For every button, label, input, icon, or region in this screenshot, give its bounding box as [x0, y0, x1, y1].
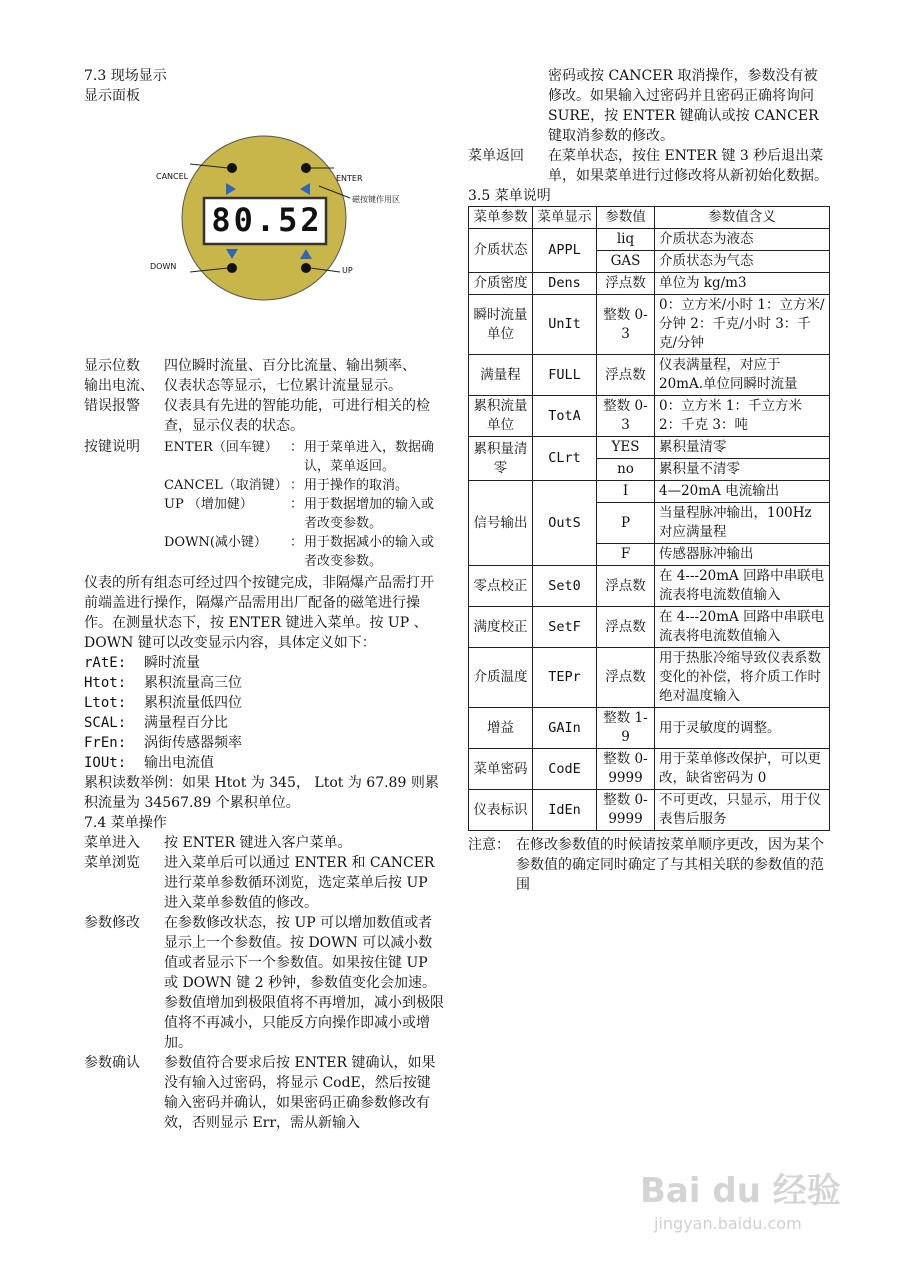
table-header-cell: 参数值含义	[655, 207, 830, 229]
table-row	[469, 273, 830, 295]
code-row: Ltot: 累积流量低四位	[84, 695, 242, 711]
meaning-cell: 4—20mA 电流输出	[655, 481, 830, 503]
value-cell: GAS	[597, 251, 655, 273]
code-cell: OutS	[533, 481, 597, 566]
code-row: IOUt: 输出电流值	[84, 755, 214, 771]
code-row: FrEn: 涡街传感器频率	[84, 735, 242, 751]
section-title: 7.3 现场显示	[84, 68, 167, 84]
menu-return-row: 菜单返回 在菜单状态，按住 ENTER 键 3 秒后退出菜单，如果菜单进行过修改将从新初始化数据。	[468, 148, 828, 184]
table-row	[469, 648, 830, 708]
code-cell: Set0	[533, 566, 597, 607]
meaning-cell: 0：立方米 1：千立方米 2：千克 3：吨	[655, 396, 830, 437]
value-cell: 浮点数	[597, 648, 655, 708]
desc-row: 显示位数 四位瞬时流量、百分比流量、输出频率、	[84, 358, 416, 374]
meaning-cell: 用于菜单修改保护，可以更改，缺省密码为 0	[655, 749, 830, 790]
value-cell: 浮点数	[597, 355, 655, 396]
value-cell: 浮点数	[597, 607, 655, 648]
code-cell: TotA	[533, 396, 597, 437]
table-row	[469, 566, 830, 607]
param-cell: 满度校正	[469, 607, 533, 648]
value-cell: I	[597, 481, 655, 503]
menu-ops-title: 7.4 菜单操作	[84, 815, 167, 831]
menu-op-row: 菜单浏览 进入菜单后可以通过 ENTER 和 CANCER 进行菜单参数循环浏览，选定菜单后按 UP 进入菜单参数值的修改。	[84, 855, 435, 911]
down-key-dot	[227, 263, 237, 273]
table-title: 3.5 菜单说明	[468, 188, 551, 204]
param-cell: 介质密度	[469, 273, 533, 295]
value-cell: liq	[597, 229, 655, 251]
menu-op-row: 菜单进入 按 ENTER 键进入客户菜单。	[84, 835, 352, 851]
up-key-dot	[301, 263, 311, 273]
value-cell: YES	[597, 437, 655, 459]
value-cell: 整数 0-9999	[597, 749, 655, 790]
code-row: SCAL: 满量程百分比	[84, 715, 228, 731]
code-cell: IdEn	[533, 790, 597, 831]
table-header-cell: 参数值	[597, 207, 655, 229]
meaning-cell: 不可更改，只显示，用于仪表售后服务	[655, 790, 830, 831]
param-cell: 零点校正	[469, 566, 533, 607]
key-row-down: DOWN(减小键） ： 用于数据减小的输入或者改变参数。	[164, 535, 435, 569]
param-cell: 介质状态	[469, 229, 533, 273]
meaning-cell: 单位为 kg/m3	[655, 273, 830, 295]
table-header-row	[469, 207, 830, 229]
code-cell: CodE	[533, 749, 597, 790]
meaning-cell: 在 4---20mA 回路中串联电流表将电流数值输入	[655, 566, 830, 607]
code-cell: TEPr	[533, 648, 597, 708]
meaning-cell: 仪表满量程，对应于 20mA.单位同瞬时流量	[655, 355, 830, 396]
key-row-enter: 按键说明 ENTER（回车键） ： 用于菜单进入，数据确认，菜单返回。	[84, 439, 435, 474]
panel-title: 显示面板	[84, 88, 140, 104]
table-row	[469, 437, 830, 459]
meaning-cell: 累积量不清零	[655, 459, 830, 481]
value-cell: no	[597, 459, 655, 481]
code-cell: GAIn	[533, 708, 597, 749]
value-cell: 整数 1-9	[597, 708, 655, 749]
table-row	[469, 355, 830, 396]
enter-key-dot	[301, 163, 311, 173]
value-cell: F	[597, 544, 655, 566]
cancel-label: CANCEL	[156, 172, 189, 181]
enter-label: ENTER	[336, 174, 363, 183]
value-cell: 浮点数	[597, 273, 655, 295]
meaning-cell: 0：立方米/小时 1：立方米/分钟 2：千克/小时 3：千克/分钟	[655, 295, 830, 355]
display-panel-figure	[84, 106, 444, 356]
table-row	[469, 229, 830, 251]
table-row	[469, 708, 830, 749]
param-cell: 仪表标识	[469, 790, 533, 831]
code-cell: CLrt	[533, 437, 597, 481]
confirm-continued: 密码或按 CANCER 取消操作，参数没有被修改。如果输入过密码并且密码正确将询问 SURE，按 ENTER 键确认或按 CANCER 键取消参数的修改。	[548, 68, 819, 144]
note: 注意： 在修改参数值的时候请按菜单顺序更改，因为某个参数值的确定同时确定了与其相关联的参数值的范围	[468, 837, 824, 893]
table-row	[469, 790, 830, 831]
meaning-cell: 在 4---20mA 回路中串联电流表将电流数值输入	[655, 607, 830, 648]
key-row-cancel: CANCEL（取消键） ： 用于操作的取消。	[164, 478, 409, 493]
display-codes	[84, 653, 444, 773]
value-cell: P	[597, 503, 655, 544]
code-cell: UnIt	[533, 295, 597, 355]
code-cell: SetF	[533, 607, 597, 648]
meaning-cell: 介质状态为气态	[655, 251, 830, 273]
table-row	[469, 396, 830, 437]
watermark-brand: Bai du 经验	[640, 1171, 841, 1211]
config-paragraph: 仪表的所有组态可经过四个按键完成，非隔爆产品需打开前端盖进行操作，隔爆产品需用出厂配备的磁笔进行操作。在测量状态下，按 ENTER 键进入菜单。按 UP 、DOWN 键可以改变显示内容，具体定义如下：	[84, 575, 434, 651]
meaning-cell: 介质状态为液态	[655, 229, 830, 251]
table-header-cell: 菜单参数	[469, 207, 533, 229]
table-header-cell: 菜单显示	[533, 207, 597, 229]
param-cell: 满量程	[469, 355, 533, 396]
param-cell: 累积流量单位	[469, 396, 533, 437]
down-label: DOWN	[150, 262, 177, 271]
cancel-key-dot	[227, 163, 237, 173]
param-cell: 菜单密码	[469, 749, 533, 790]
value-cell: 浮点数	[597, 566, 655, 607]
table-row	[469, 749, 830, 790]
watermark	[640, 1168, 850, 1258]
menu-op-row: 参数确认 参数值符合要求后按 ENTER 键确认，如果没有输入过密码，将显示 CodE，然后按键输入密码并确认，如果密码正确参数修改有效，否则显示 Err，需从新输入	[84, 1055, 436, 1131]
meaning-cell: 用于热胀冷缩导致仪表系数变化的补偿，将介质工作时绝对温度输入	[655, 648, 830, 708]
right-column	[468, 66, 830, 895]
display-value: 80.52	[211, 201, 323, 239]
left-column	[84, 66, 444, 1133]
value-cell: 整数 0-9999	[597, 790, 655, 831]
code-row: Htot: 累积流量高三位	[84, 675, 242, 691]
desc-row: 错误报警 仪表具有先进的智能功能，可进行相关的检查，显示仪表的状态。	[84, 398, 430, 434]
key-row-up: UP （增加健） ： 用于数据增加的输入或者改变参数。	[164, 497, 435, 531]
param-cell: 增益	[469, 708, 533, 749]
example-text: 累积读数举例：如果 Htot 为 345， Ltot 为 67.89 则累积流量为 34567.89 个累积单位。	[84, 775, 439, 811]
param-cell: 信号输出	[469, 481, 533, 566]
value-cell: 整数 0-3	[597, 295, 655, 355]
meaning-cell: 当量程脉冲输出，100Hz 对应满量程	[655, 503, 830, 544]
up-label: UP	[342, 266, 353, 275]
meaning-cell: 累积量清零	[655, 437, 830, 459]
code-row: rAtE: 瞬时流量	[84, 655, 200, 671]
code-cell: FULL	[533, 355, 597, 396]
desc-row: 输出电流、 仪表状态等显示，七位累计流量显示。	[84, 378, 402, 394]
menu-ops	[84, 833, 444, 1133]
menu-op-row: 参数修改 在参数修改状态，按 UP 可以增加数值或者显示上一个参数值。按 DOWN 可以减小数值或者显示下一个参数值。如果按住键 UP 或 DOWN 键 2 秒钟，参数值变化会加速。参数值增加到极限值将不再增加，减小到极限值将不再减小，只能反方向操作即减小或增加。	[84, 915, 444, 1051]
code-cell: APPL	[533, 229, 597, 273]
param-cell: 瞬时流量单位	[469, 295, 533, 355]
table-row	[469, 607, 830, 648]
watermark-url: jingyan.baidu.com	[654, 1214, 802, 1233]
param-cell: 累积量清零	[469, 437, 533, 481]
key-description	[84, 438, 444, 571]
param-cell: 介质温度	[469, 648, 533, 708]
table-row	[469, 481, 830, 503]
magnet-area-label: 磁按键作用区	[352, 195, 400, 204]
meaning-cell: 传感器脉冲输出	[655, 544, 830, 566]
menu-table	[468, 206, 830, 831]
code-cell: Dens	[533, 273, 597, 295]
value-cell: 整数 0-3	[597, 396, 655, 437]
table-row	[469, 295, 830, 355]
meaning-cell: 用于灵敏度的调整。	[655, 708, 830, 749]
